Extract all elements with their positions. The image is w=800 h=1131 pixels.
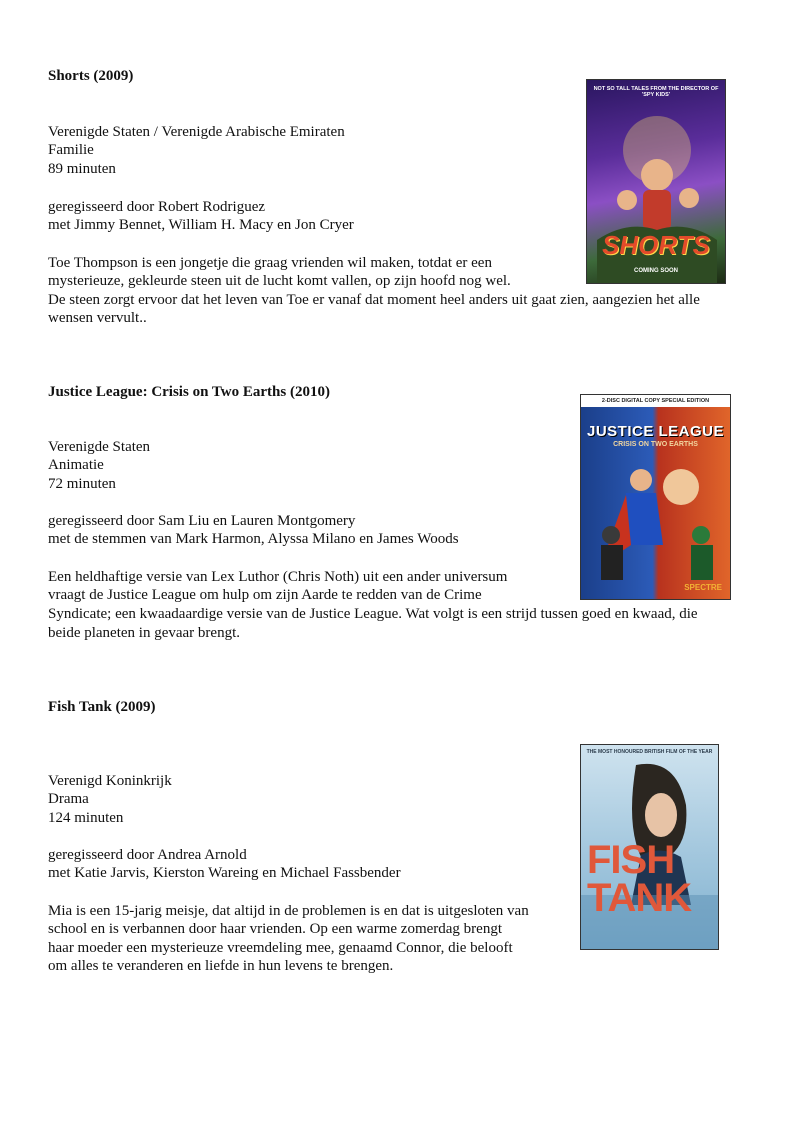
poster-artwork <box>581 395 731 600</box>
poster-logo: SHORTS <box>602 230 710 260</box>
movie-country: Verenigd Koninkrijk <box>48 773 172 789</box>
poster-tagline: NOT SO TALL TALES FROM THE DIRECTOR OF 'SPY KIDS' <box>593 86 719 98</box>
synopsis-line: mysterieuze, gekleurde steen uit de lucht komt vallen, op zijn hoofd nog wel. <box>48 273 511 289</box>
synopsis-line: school en is verbannen door haar vrienden. Op een warme zomerdag brengt <box>48 921 502 937</box>
movie-title: Shorts (2009) <box>48 68 134 84</box>
movie-genre: Familie <box>48 142 94 158</box>
movie-poster <box>580 394 731 600</box>
synopsis-line: haar moeder een mysterieuze vreemdeling mee, genaamd Connor, die belooft <box>48 940 513 956</box>
movie-country: Verenigde Staten / Verenigde Arabische Emiraten <box>48 124 345 140</box>
movie-genre: Drama <box>48 791 89 807</box>
movie-poster <box>586 79 726 284</box>
movie-title: Fish Tank (2009) <box>48 699 156 715</box>
movie-director: geregisseerd door Sam Liu en Lauren Montgomery <box>48 513 356 529</box>
synopsis-line: wensen vervult.. <box>48 310 147 326</box>
movie-cast: met de stemmen van Mark Harmon, Alyssa Milano en James Woods <box>48 531 459 547</box>
movie-runtime: 89 minuten <box>48 161 116 177</box>
movie-director: geregisseerd door Robert Rodriguez <box>48 199 266 215</box>
synopsis-line: Toe Thompson is een jongetje die graag vrienden wil maken, totdat er een <box>48 255 492 271</box>
movie-country: Verenigde Staten <box>48 439 151 455</box>
poster-logo-line2: TANK <box>587 876 692 920</box>
movie-cast: met Katie Jarvis, Kierston Wareing en Michael Fassbender <box>48 865 401 881</box>
movie-runtime: 72 minuten <box>48 476 116 492</box>
movie-title: Justice League: Crisis on Two Earths (2010) <box>48 384 330 400</box>
movie-genre: Animatie <box>48 457 104 473</box>
poster-tagline: THE MOST HONOURED BRITISH FILM OF THE YEAR <box>586 749 713 755</box>
movie-director: geregisseerd door Andrea Arnold <box>48 847 247 863</box>
poster-footer: COMING SOON <box>633 268 678 274</box>
movie-cast: met Jimmy Bennet, William H. Macy en Jon Cryer <box>48 217 354 233</box>
poster-logo: JUSTICE LEAGUE <box>586 423 725 440</box>
synopsis-line: De steen zorgt ervoor dat het leven van Toe er vanaf dat moment heel anders uit gaat zien, aangezien het alle <box>48 292 700 308</box>
movie-poster <box>580 744 719 950</box>
synopsis-line: om alles te veranderen en liefde in hun levens te brengen. <box>48 958 394 974</box>
movie-runtime: 124 minuten <box>48 810 124 826</box>
synopsis-line: beide planeten in gevaar brengt. <box>48 625 240 641</box>
poster-logo-line1: FISH <box>587 838 675 882</box>
poster-tagline: 2-DISC DIGITAL COPY SPECIAL EDITION <box>601 398 710 404</box>
synopsis-line: Een heldhaftige versie van Lex Luthor (Chris Noth) uit een ander universum <box>48 569 508 585</box>
poster-subtitle: CRISIS ON TWO EARTHS <box>613 441 698 448</box>
synopsis-line: vraagt de Justice League om hulp om zijn Aarde te redden van de Crime <box>48 587 482 603</box>
synopsis-line: Syndicate; een kwaadaardige versie van de Justice League. Wat volgt is een strijd tussen goed en kwaad, die <box>48 606 698 622</box>
synopsis-line: Mia is een 15-jarig meisje, dat altijd in de problemen is en dat is uitgesloten van <box>48 903 529 919</box>
poster-footer: SPECTRE <box>684 583 722 592</box>
